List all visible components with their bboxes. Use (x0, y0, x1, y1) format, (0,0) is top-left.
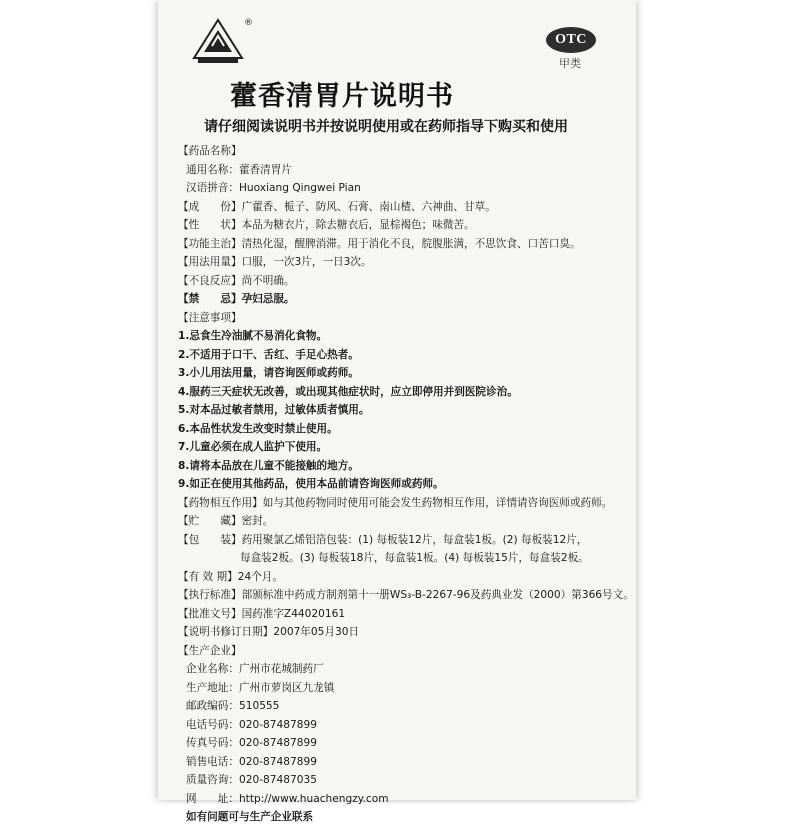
otc-badge: OTC (546, 27, 596, 53)
precaution-item: 9.如正在使用其他药品，使用本品前请咨询医师或药师。 (178, 478, 444, 490)
manufacturer-field-value: 510555 (238, 700, 280, 712)
interactions-value: 如与其他药物同时使用可能会发生药物相互作用，详情请咨询医师或药师。 (262, 496, 613, 509)
manufacturer-field-value: 广州市花城制药厂 (238, 663, 324, 675)
indications-row (178, 235, 633, 254)
validity-label: 【有 效 期】 (178, 570, 238, 583)
manufacturer-field-value: 020-87487899 (238, 718, 317, 731)
precaution-item: 1.忌食生冷油腻不易消化食物。 (178, 330, 328, 342)
precaution-item: 6.本品性状发生改变时禁止使用。 (178, 422, 338, 435)
manufacturer-field (178, 660, 633, 679)
description-value: 本品为糖衣片，除去糖衣后，显棕褐色；味微苦。 (241, 219, 475, 231)
contraindications-value: 孕妇忌服。 (241, 293, 295, 305)
dosage-value: 口服，一次3片，一日3次。 (241, 256, 372, 268)
indications-value: 清热化湿，醒脾消滞。用于消化不良，脘腹胀满，不思饮食、口苦口臭。 (241, 237, 581, 250)
manufacturer-field-value: 020-87487899 (238, 755, 317, 768)
validity-row (178, 568, 633, 587)
standard-label: 【执行标准】 (178, 589, 242, 601)
manufacturer-field-label: 质量咨询： (186, 774, 239, 786)
manufacturer-field (178, 771, 633, 790)
revision-row (178, 623, 633, 642)
ingredients-label: 【成 份】 (178, 200, 242, 213)
approval-value: 国药准字Z44020161 (241, 607, 346, 620)
storage-value: 密封。 (241, 515, 274, 527)
dosage-row (178, 253, 633, 272)
storage-row (178, 512, 633, 531)
standard-row (178, 586, 633, 605)
revision-value: 2007年05月30日 (273, 626, 360, 638)
manufacturer-field (178, 734, 633, 753)
generic-name-value: 藿香清胃片 (238, 163, 292, 176)
generic-name-label: 通用名称： (186, 163, 239, 176)
storage-label: 【贮 藏】 (178, 515, 242, 527)
package-label: 【包 装】 (178, 533, 242, 546)
adverse-label: 【不良反应】 (178, 274, 242, 287)
precaution-item: 7.儿童必须在成人监护下使用。 (178, 441, 328, 453)
interactions-row (178, 494, 633, 513)
precaution-item: 2.不适用于口干、舌红、手足心热者。 (178, 348, 359, 361)
otc-class-label: 甲类 (559, 57, 581, 70)
manufacturer-field-label: 邮政编码： (186, 700, 239, 712)
validity-value: 24个月。 (237, 570, 283, 583)
drug-name-heading: 【药品名称】 (178, 145, 242, 157)
manufacturer-field-label: 销售电话： (186, 755, 239, 768)
manufacturer-field (178, 697, 633, 716)
contraindications-label: 【禁 忌】 (178, 293, 242, 305)
document-title: 藿香清胃片说明书 (230, 81, 454, 112)
ingredients-value: 广藿香、栀子、防风、石膏、南山楂、六神曲、甘草。 (241, 200, 496, 213)
pinyin-value: Huoxiang Qingwei Pian (238, 182, 361, 194)
manufacturer-field (178, 753, 633, 772)
manufacturer-field-label: 企业名称： (186, 663, 239, 675)
revision-label: 【说明书修订日期】 (178, 626, 274, 638)
manufacturer-field-label: 电话号码： (186, 718, 239, 731)
precaution-item: 3.小儿用法用量，请咨询医师或药师。 (178, 367, 359, 379)
generic-name-row (178, 161, 633, 180)
approval-row (178, 605, 633, 624)
ingredients-row (178, 198, 633, 217)
manufacturer-field-value: 广州市萝岗区九龙镇 (238, 681, 335, 694)
pinyin-label: 汉语拼音： (186, 182, 239, 194)
manufacturer-field-value: 020-87487035 (238, 774, 317, 786)
package-row (178, 531, 633, 550)
interactions-label: 【药物相互作用】 (178, 496, 263, 509)
standard-value: 部颁标准中药成方制剂第十一册WS₃-B-2267-96及药典业发（2000）第366号文。 (241, 589, 634, 601)
package-row-continued (178, 549, 633, 568)
huacheng-logo (190, 18, 246, 64)
precaution-item: 8.请将本品放在儿童不能接触的地方。 (178, 459, 359, 472)
leaflet-body (178, 142, 633, 827)
manufacturer-field-label: 网 址： (186, 792, 239, 805)
indications-label: 【功能主治】 (178, 237, 242, 250)
website-link[interactable]: http://www.huachengzy.com (238, 792, 389, 805)
manufacturer-field (178, 790, 633, 809)
contraindications-row (178, 290, 633, 309)
adverse-row (178, 272, 633, 291)
registered-mark: ® (244, 18, 253, 28)
manufacturer-field-label: 传真号码： (186, 737, 239, 749)
package-value-line2: 每盒装2板。(3) 每板装18片，每盒装1板。(4) 每板装15片，每盒装2板。 (240, 552, 589, 564)
precaution-item: 4.服药三天症状无改善，或出现其他症状时，应立即停用并到医院诊治。 (178, 385, 518, 398)
contact-note: 如有问题可与生产企业联系 (186, 811, 314, 823)
description-row (178, 216, 633, 235)
precaution-item: 5.对本品过敏者禁用，过敏体质者慎用。 (178, 404, 370, 416)
manufacturer-field-label: 生产地址： (186, 681, 239, 694)
approval-label: 【批准文号】 (178, 607, 242, 620)
description-label: 【性 状】 (178, 219, 242, 231)
manufacturer-field (178, 716, 633, 735)
manufacturer-field-value: 020-87487899 (238, 737, 317, 749)
pinyin-row (178, 179, 633, 198)
dosage-label: 【用法用量】 (178, 256, 242, 268)
adverse-value: 尚不明确。 (241, 274, 295, 287)
precautions-heading: 【注意事项】 (178, 311, 242, 324)
manufacturer-field (178, 679, 633, 698)
document-subtitle: 请仔细阅读说明书并按说明使用或在药师指导下购买和使用 (204, 119, 568, 135)
package-value-line1: 药用聚氯乙烯铝箔包装：(1) 每板装12片，每盒装1板。(2) 每板装12片， (241, 533, 588, 546)
manufacturer-heading: 【生产企业】 (178, 644, 242, 657)
